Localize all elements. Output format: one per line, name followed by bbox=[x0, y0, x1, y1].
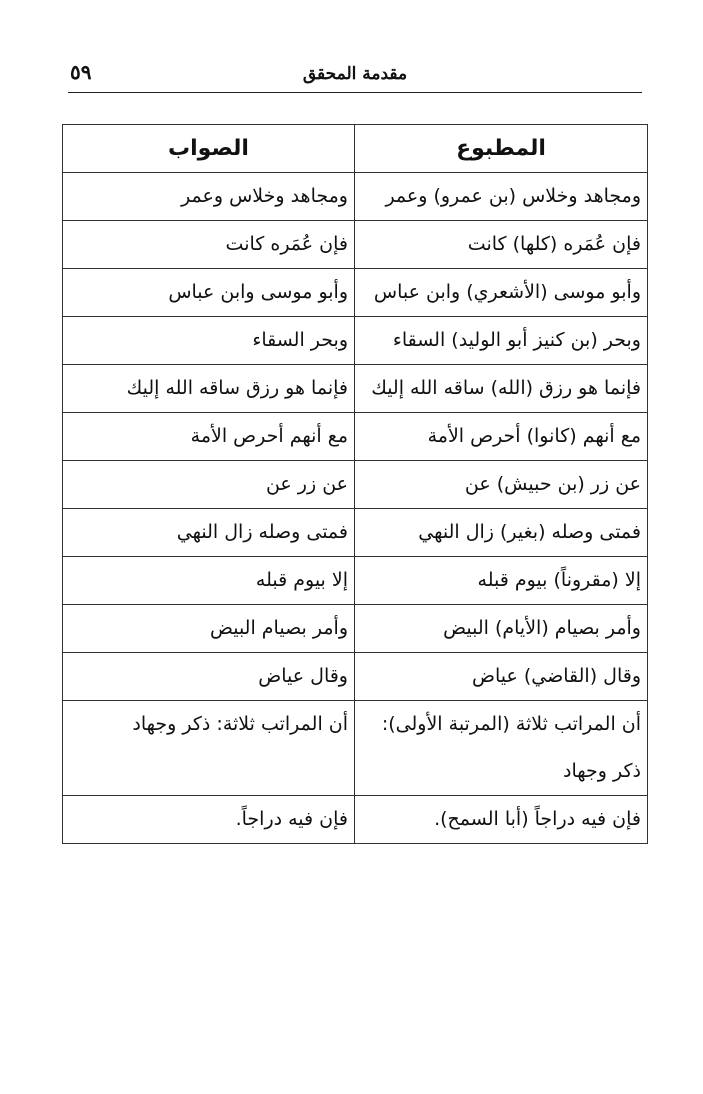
table-row bbox=[63, 701, 648, 796]
column-header-printed: المطبوع bbox=[355, 125, 648, 173]
page-number: ٥٩ bbox=[70, 60, 92, 84]
correct-cell: وبحر السقاء bbox=[63, 317, 355, 365]
correct-cell: عن زر عن bbox=[63, 461, 355, 509]
table-row bbox=[63, 461, 648, 509]
errata-table bbox=[62, 124, 648, 844]
correct-cell: وأبو موسى وابن عباس bbox=[63, 269, 355, 317]
printed-cell: فإنما هو رزق (الله) ساقه الله إليك bbox=[355, 365, 648, 413]
printed-cell: إلا (مقروناً) بيوم قبله bbox=[355, 557, 648, 605]
running-title: مقدمة المحقق bbox=[302, 64, 408, 84]
printed-cell: وبحر (بن كنيز أبو الوليد) السقاء bbox=[355, 317, 648, 365]
printed-cell: وأمر بصيام (الأيام) البيض bbox=[355, 605, 648, 653]
page-header bbox=[68, 58, 642, 93]
correct-cell: إلا بيوم قبله bbox=[63, 557, 355, 605]
table-row bbox=[63, 365, 648, 413]
table-row bbox=[63, 605, 648, 653]
printed-cell: عن زر (بن حبيش) عن bbox=[355, 461, 648, 509]
printed-cell: مع أنهم (كانوا) أحرص الأمة bbox=[355, 413, 648, 461]
table-row bbox=[63, 173, 648, 221]
correct-cell: وأمر بصيام البيض bbox=[63, 605, 355, 653]
printed-cell: وأبو موسى (الأشعري) وابن عباس bbox=[355, 269, 648, 317]
correct-cell: مع أنهم أحرص الأمة bbox=[63, 413, 355, 461]
correct-cell: فإن عُمَره كانت bbox=[63, 221, 355, 269]
table-row bbox=[63, 317, 648, 365]
printed-cell: ومجاهد وخلاس (بن عمرو) وعمر bbox=[355, 173, 648, 221]
printed-cell: فإن عُمَره (كلها) كانت bbox=[355, 221, 648, 269]
table-row bbox=[63, 557, 648, 605]
printed-cell: أن المراتب ثلاثة (المرتبة الأولى): ذكر وجهاد bbox=[355, 701, 648, 796]
correct-cell: فإنما هو رزق ساقه الله إليك bbox=[63, 365, 355, 413]
table-row bbox=[63, 796, 648, 844]
table-row bbox=[63, 269, 648, 317]
table-row bbox=[63, 653, 648, 701]
correct-cell: وقال عياض bbox=[63, 653, 355, 701]
column-header-correct: الصواب bbox=[63, 125, 355, 173]
correct-cell: فإن فيه دراجاً. bbox=[63, 796, 355, 844]
correct-cell: ومجاهد وخلاس وعمر bbox=[63, 173, 355, 221]
correct-cell: فمتى وصله زال النهي bbox=[63, 509, 355, 557]
table-row bbox=[63, 413, 648, 461]
table-row bbox=[63, 221, 648, 269]
table-row bbox=[63, 509, 648, 557]
correct-cell: أن المراتب ثلاثة: ذكر وجهاد bbox=[63, 701, 355, 796]
printed-cell: فمتى وصله (بغير) زال النهي bbox=[355, 509, 648, 557]
printed-cell: وقال (القاضي) عياض bbox=[355, 653, 648, 701]
printed-cell: فإن فيه دراجاً (أبا السمح). bbox=[355, 796, 648, 844]
table-header-row bbox=[63, 125, 648, 173]
